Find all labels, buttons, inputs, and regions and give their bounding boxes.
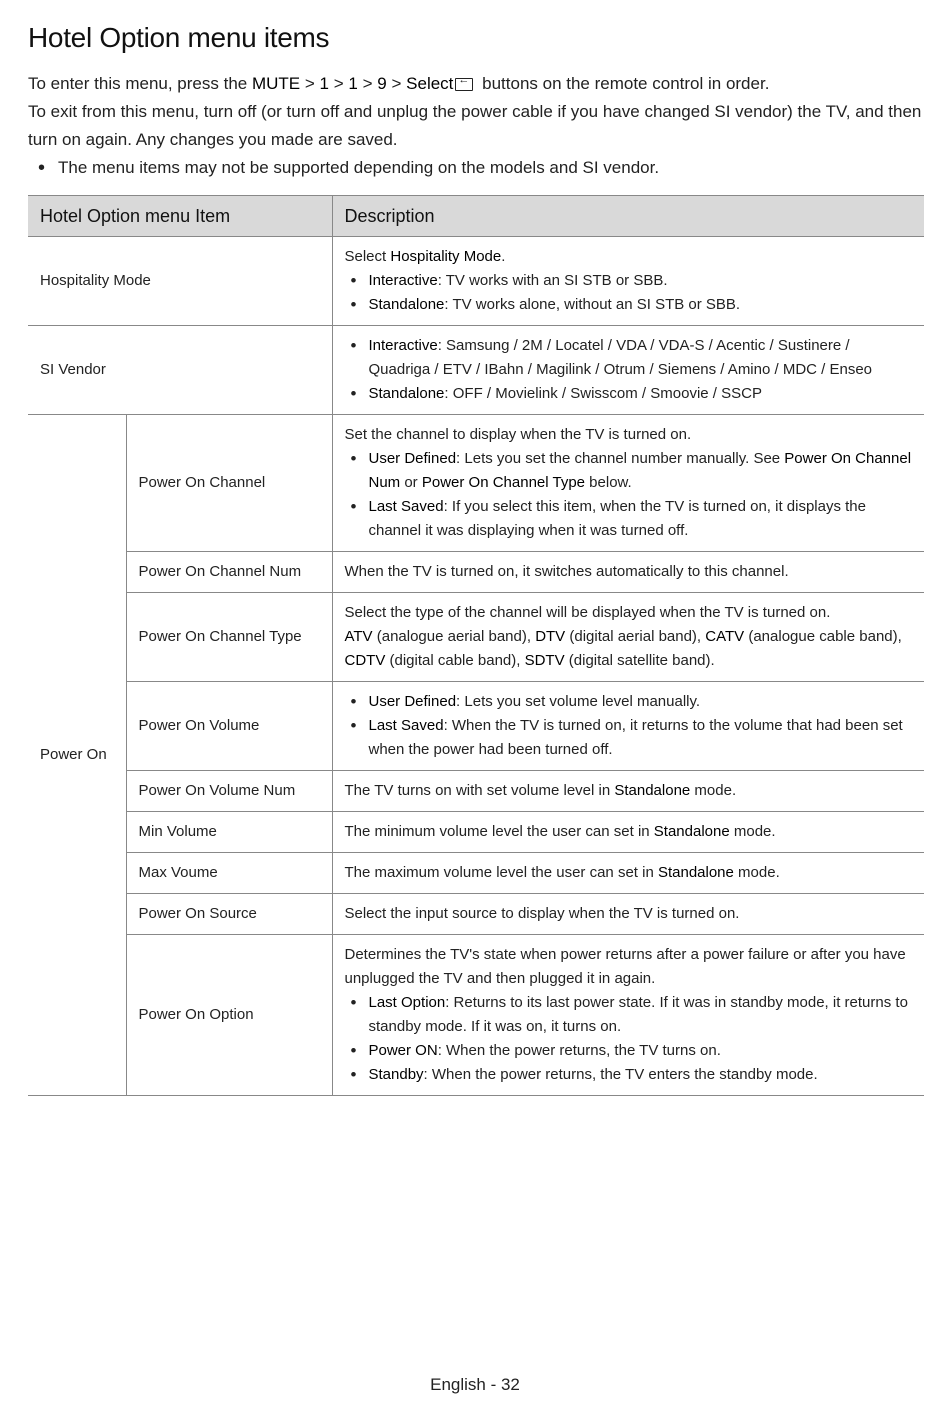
desc-term: Standby <box>368 1066 424 1083</box>
item-name: Power On Source <box>126 894 332 935</box>
desc-text: Select <box>344 248 391 265</box>
desc-term: Last Option <box>368 994 446 1011</box>
desc-text: The maximum volume level the user can set in <box>344 864 658 881</box>
desc-text: : When the power returns, the TV enters the standby mode. <box>423 1066 818 1083</box>
desc-term: Interactive <box>368 272 438 289</box>
list-item <box>345 269 913 293</box>
desc-term: CDTV <box>344 652 386 669</box>
item-name: Power On Volume <box>126 682 332 771</box>
item-description: Select the input source to display when the TV is turned on. <box>332 894 924 935</box>
separator: > <box>333 74 344 93</box>
desc-text: : TV works alone, without an SI STB or SBB. <box>444 296 741 313</box>
table-header-row <box>28 196 924 237</box>
list-item <box>345 334 913 382</box>
desc-list <box>345 269 913 317</box>
desc-text: : Lets you set the channel number manually. See <box>456 450 785 467</box>
desc-list <box>345 991 913 1087</box>
desc-text: : When the TV is turned on, it returns to the volume that had been set when the power had been turned off. <box>368 717 903 758</box>
desc-term: Standalone <box>368 296 445 313</box>
table-row <box>28 237 924 326</box>
desc-text: mode. <box>729 823 776 840</box>
desc-text: . <box>501 248 506 265</box>
key-1: 1 <box>348 74 358 93</box>
item-name: Power On Channel Num <box>126 552 332 593</box>
item-name: Hospitality Mode <box>28 237 332 326</box>
item-description: When the TV is turned on, it switches automatically to this channel. <box>332 552 924 593</box>
desc-intro: Set the channel to display when the TV is turned on. <box>344 426 692 443</box>
group-name-power-on: Power On <box>28 415 126 1096</box>
key-sequence <box>252 74 453 93</box>
desc-term: Hospitality Mode <box>390 248 502 265</box>
table-row <box>28 894 924 935</box>
table-row <box>28 771 924 812</box>
desc-term: Standalone <box>368 385 445 402</box>
desc-text: : When the power returns, the TV turns on. <box>437 1042 721 1059</box>
desc-term: ATV <box>344 628 373 645</box>
desc-term: Standalone <box>614 782 691 799</box>
desc-intro: Determines the TV's state when power returns after a power failure or after you have unplugged the TV and then plugged it in again. <box>344 946 906 987</box>
desc-term: Last Saved <box>368 498 444 515</box>
item-description <box>332 771 924 812</box>
desc-term: DTV <box>535 628 566 645</box>
desc-text: (analogue cable band), <box>744 628 902 645</box>
desc-term: Last Saved <box>368 717 444 734</box>
desc-text: mode. <box>690 782 737 799</box>
list-item <box>345 382 913 406</box>
desc-term: SDTV <box>524 652 565 669</box>
list-item <box>345 714 913 762</box>
hotel-option-table <box>28 195 924 1096</box>
desc-term: User Defined <box>368 450 457 467</box>
intro-section <box>28 70 924 182</box>
enter-instruction <box>28 70 924 98</box>
item-name: Power On Channel <box>126 415 332 552</box>
desc-text: : Returns to its last power state. If it was in standby mode, it returns to standby mode. If it was on, it turns on. <box>368 994 908 1035</box>
list-item <box>345 1039 913 1063</box>
item-description <box>332 682 924 771</box>
key-9: 9 <box>377 74 387 93</box>
desc-list <box>345 334 913 406</box>
key-1: 1 <box>319 74 329 93</box>
enter-text: To enter this menu, press the <box>28 74 252 93</box>
enter-text-end: buttons on the remote control in order. <box>477 74 770 93</box>
item-description <box>332 593 924 682</box>
desc-term: Power On Channel Num <box>368 450 912 491</box>
table-row <box>28 682 924 771</box>
item-description <box>332 812 924 853</box>
desc-text: : Lets you set volume level manually. <box>456 693 701 710</box>
desc-text: (digital aerial band), <box>565 628 706 645</box>
column-header-item: Hotel Option menu Item <box>28 196 332 237</box>
list-item <box>345 447 913 495</box>
desc-term: Standalone <box>657 864 734 881</box>
item-description <box>332 853 924 894</box>
desc-term: Power On Channel Type <box>421 474 586 491</box>
desc-list <box>345 447 913 543</box>
item-description <box>332 326 924 415</box>
desc-list <box>345 690 913 762</box>
desc-intro <box>345 245 913 269</box>
item-description <box>332 237 924 326</box>
desc-text: (analogue aerial band), <box>372 628 536 645</box>
note-item: • The menu items may not be supported depending on the models and SI vendor. <box>28 154 924 182</box>
key-mute: MUTE <box>251 74 301 93</box>
list-item <box>345 1063 913 1087</box>
table-row <box>28 593 924 682</box>
item-name: Power On Option <box>126 935 332 1096</box>
desc-text: : OFF / Movielink / Swisscom / Smoovie / SSCP <box>444 385 762 402</box>
table-row <box>28 853 924 894</box>
separator: > <box>362 74 373 93</box>
desc-term: Interactive <box>368 337 438 354</box>
desc-text: : TV works with an SI STB or SBB. <box>437 272 668 289</box>
desc-term: User Defined <box>368 693 457 710</box>
item-name: Min Volume <box>126 812 332 853</box>
select-enter-icon <box>455 78 473 91</box>
column-header-description: Description <box>332 196 924 237</box>
item-name: Max Voume <box>126 853 332 894</box>
item-name: Power On Volume Num <box>126 771 332 812</box>
desc-text: below. <box>585 474 632 491</box>
separator: > <box>304 74 315 93</box>
table-row <box>28 326 924 415</box>
note-list <box>28 154 924 182</box>
page-number: English - 32 <box>430 1375 520 1394</box>
desc-text: or <box>400 474 422 491</box>
desc-intro: Select the type of the channel will be displayed when the TV is turned on. <box>344 604 831 621</box>
item-description <box>332 935 924 1096</box>
key-select: Select <box>406 74 454 93</box>
list-item <box>345 495 913 543</box>
desc-text: The TV turns on with set volume level in <box>344 782 615 799</box>
desc-text: (digital satellite band). <box>564 652 715 669</box>
item-name: Power On Channel Type <box>126 593 332 682</box>
channel-types <box>345 625 913 673</box>
desc-term: Standalone <box>653 823 730 840</box>
desc-text: The minimum volume level the user can set in <box>344 823 654 840</box>
list-item <box>345 293 913 317</box>
exit-instruction: To exit from this menu, turn off (or turn off and unplug the power cable if you have changed SI vendor) the TV, and then turn on again. Any changes you made are saved. <box>28 102 922 149</box>
table-row <box>28 415 924 552</box>
item-name: SI Vendor <box>28 326 332 415</box>
desc-text: : If you select this item, when the TV is turned on, it displays the channel it was displaying when it was turned off. <box>368 498 866 539</box>
table-row <box>28 812 924 853</box>
item-description <box>332 415 924 552</box>
desc-term: Power ON <box>368 1042 438 1059</box>
desc-term: CATV <box>705 628 745 645</box>
desc-text: mode. <box>733 864 780 881</box>
table-row <box>28 552 924 593</box>
list-item <box>345 690 913 714</box>
page-title: Hotel Option menu items <box>28 22 330 53</box>
desc-text: (digital cable band), <box>385 652 525 669</box>
separator: > <box>391 74 402 93</box>
desc-text: : Samsung / 2M / Locatel / VDA / VDA-S / Acentic / Sustinere / Quadriga / ETV / IBahn / Magilink / Otrum / Siemens / Amino / MDC / Enseo <box>368 337 873 378</box>
table-row <box>28 935 924 1096</box>
list-item <box>345 991 913 1039</box>
